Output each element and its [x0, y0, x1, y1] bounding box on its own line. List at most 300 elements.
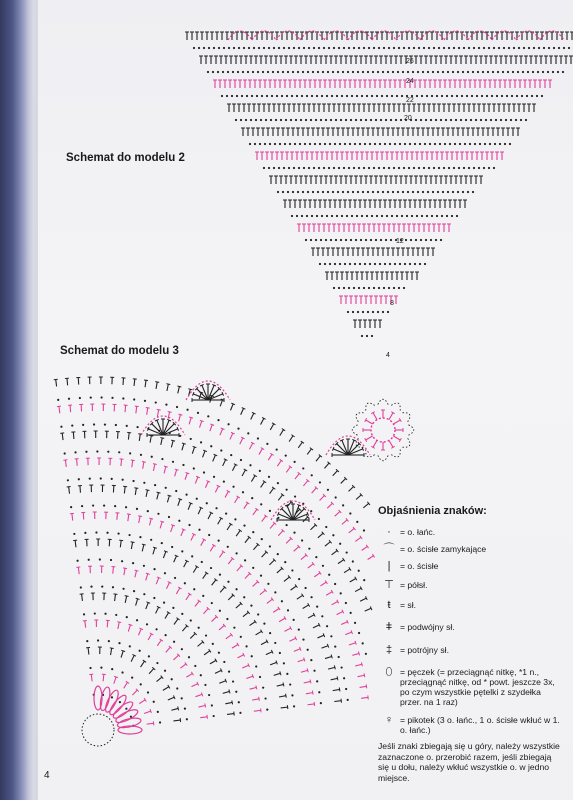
- stitch-mark: [198, 642, 203, 647]
- chain-dot: [430, 239, 432, 241]
- chain-dot: [254, 143, 256, 145]
- chain-dot: [468, 47, 470, 49]
- chain-dot: [431, 95, 433, 97]
- chain-dot: [228, 670, 230, 672]
- chain-dot: [356, 521, 358, 523]
- chain-dot: [428, 47, 430, 49]
- stitch-mark: [303, 481, 308, 486]
- stitch-mark: [253, 582, 258, 587]
- chain-dot: [286, 673, 288, 675]
- chain-dot: [378, 287, 380, 289]
- chain-dot: [178, 520, 180, 522]
- chain-dot: [193, 467, 195, 469]
- chain-dot: [456, 95, 458, 97]
- chain-dot: [429, 143, 431, 145]
- chain-dot: [156, 662, 158, 664]
- stitch-mark: [283, 683, 284, 687]
- chain-dot: [364, 263, 366, 265]
- chain-dot: [90, 586, 92, 588]
- stitch-mark: [220, 429, 223, 435]
- stitch-mark: [88, 648, 89, 655]
- chain-dot: [301, 95, 303, 97]
- chain-dot: [412, 191, 414, 193]
- chain-dot: [294, 143, 296, 145]
- chain-dot: [278, 167, 280, 169]
- stitch-mark: [232, 465, 235, 471]
- chain-dot: [234, 518, 236, 520]
- stitch-mark: [167, 384, 168, 391]
- chain-dot: [472, 71, 474, 73]
- chain-dot: [285, 524, 287, 526]
- stitch-mark: [334, 701, 341, 702]
- stitch-mark: [226, 635, 232, 639]
- chain-dot: [303, 47, 305, 49]
- stitch-mark: [259, 449, 263, 455]
- chain-dot: [362, 71, 364, 73]
- stitch-mark: [131, 542, 132, 549]
- chain-dot: [112, 586, 114, 588]
- chain-dot: [153, 701, 155, 703]
- stitch-mark: [181, 530, 184, 536]
- chain-dot: [405, 239, 407, 241]
- chain-dot: [370, 119, 372, 121]
- motif-loop: [366, 403, 375, 411]
- chain-dot: [217, 419, 219, 421]
- chain-dot: [86, 640, 88, 642]
- stitch-mark: [145, 380, 146, 387]
- stitch-mark: [270, 424, 273, 430]
- chain-dot: [168, 516, 170, 518]
- chain-dot: [394, 143, 396, 145]
- chain-dot: [329, 143, 331, 145]
- chain-dot: [211, 602, 213, 604]
- stitch-mark: [70, 405, 71, 412]
- chain-dot: [367, 71, 369, 73]
- stitch-mark: [242, 470, 245, 476]
- chain-dot: [415, 119, 417, 121]
- chain-dot: [315, 239, 317, 241]
- chain-dot: [115, 614, 117, 616]
- stitch-mark: [298, 442, 302, 448]
- chain-dot: [182, 464, 184, 466]
- chain-dot: [537, 71, 539, 73]
- chain-dot: [268, 167, 270, 169]
- chain-dot-icon: ·: [387, 526, 391, 538]
- chain-dot: [339, 543, 341, 545]
- motif-ring: [371, 418, 395, 442]
- chain-dot: [501, 95, 503, 97]
- chain-dot: [165, 404, 167, 406]
- stitch-mark: [174, 619, 178, 625]
- chain-dot: [107, 451, 109, 453]
- chain-dot: [235, 119, 237, 121]
- chain-dot: [70, 506, 72, 508]
- diagram-title-model-2: Schemat do modelu 2: [66, 152, 185, 164]
- stitch-mark: [313, 625, 319, 628]
- chain-dot: [241, 95, 243, 97]
- stitch-mark: [146, 490, 147, 497]
- chain-dot: [255, 665, 257, 667]
- chain-dot: [228, 47, 230, 49]
- stitch-mark: [358, 675, 365, 676]
- stitch-mark: [332, 602, 338, 605]
- stitch-mark: [277, 568, 282, 573]
- stitch-mark: [326, 592, 332, 596]
- chain-dot: [257, 71, 259, 73]
- chain-dot: [212, 643, 214, 645]
- chain-dot: [434, 143, 436, 145]
- stitch-mark: [235, 497, 239, 503]
- chain-dot: [427, 71, 429, 73]
- chain-dot: [517, 71, 519, 73]
- stitch-mark: [171, 440, 175, 441]
- petal: [114, 707, 139, 725]
- chain-dot: [414, 263, 416, 265]
- stitch-mark: [310, 679, 311, 683]
- stitch-mark: [82, 594, 83, 601]
- chain-dot: [100, 666, 102, 668]
- chain-dot: [328, 574, 330, 576]
- stitch-mark: [139, 434, 140, 441]
- chain-dot: [357, 311, 359, 313]
- stitch-mark: [150, 709, 151, 713]
- chain-dot: [181, 550, 183, 552]
- chain-dot: [157, 711, 159, 713]
- chain-dot: [288, 167, 290, 169]
- chain-dot: [475, 119, 477, 121]
- chain-dot: [302, 71, 304, 73]
- chain-dot: [173, 641, 175, 643]
- chain-dot: [129, 645, 131, 647]
- stitch-mark: [341, 478, 346, 483]
- stitch-mark: [373, 413, 377, 420]
- chain-dot: [279, 652, 281, 654]
- chain-dot: [379, 263, 381, 265]
- chain-dot: [416, 95, 418, 97]
- chain-dot: [369, 143, 371, 145]
- stitch-mark: [345, 632, 352, 635]
- stitch-mark: [121, 459, 122, 466]
- stitch-mark: [161, 438, 163, 445]
- chain-dot: [225, 512, 227, 514]
- stitch-mark: [165, 613, 169, 619]
- chain-dot: [392, 191, 394, 193]
- chain-dot: [493, 167, 495, 169]
- chain-dot: [462, 191, 464, 193]
- chain-dot: [489, 143, 491, 145]
- chain-dot: [278, 47, 280, 49]
- slip-stitch-icon: ⌒: [383, 543, 395, 555]
- stitch-mark: [308, 564, 314, 568]
- chain-dot: [270, 119, 272, 121]
- stitch-mark: [361, 697, 368, 698]
- stitch-mark: [358, 652, 359, 656]
- chain-dot: [200, 674, 202, 676]
- stitch-mark: [277, 684, 284, 686]
- chain-dot: [482, 71, 484, 73]
- stitch-mark: [204, 651, 210, 655]
- chain-dot: [147, 691, 149, 693]
- chain-dot: [325, 239, 327, 241]
- chain-dot: [284, 561, 286, 563]
- chain-dot: [390, 119, 392, 121]
- chain-dot: [92, 504, 94, 506]
- chain-dot: [342, 191, 344, 193]
- chain-dot: [327, 191, 329, 193]
- binding-spine: [0, 0, 34, 800]
- chain-dot: [324, 143, 326, 145]
- chain-dot: [245, 645, 247, 647]
- chain-dot: [384, 263, 386, 265]
- chain-dot: [311, 215, 313, 217]
- legend-item-text: = o. ścisłe: [400, 561, 439, 571]
- stitch-mark: [366, 684, 367, 688]
- stitch-mark: [203, 450, 207, 451]
- stitch-mark: [132, 690, 137, 695]
- stitch-mark: [195, 601, 199, 607]
- chain-dot: [425, 119, 427, 121]
- chain-dot: [310, 596, 312, 598]
- chain-dot: [459, 143, 461, 145]
- chain-dot: [419, 263, 421, 265]
- chain-dot: [301, 215, 303, 217]
- stitch-mark: [136, 598, 140, 599]
- chain-dot: [308, 548, 310, 550]
- triple-treble-icon: ‡: [385, 644, 393, 656]
- stitch-mark: [73, 432, 74, 439]
- stitch-mark: [213, 455, 216, 461]
- chain-dot: [412, 71, 414, 73]
- chain-dot: [263, 623, 265, 625]
- stitch-mark: [303, 605, 309, 609]
- stitch-mark: [147, 408, 148, 415]
- chain-dot: [283, 167, 285, 169]
- stitch-mark: [242, 665, 248, 668]
- petal: [103, 689, 121, 714]
- chain-dot: [161, 458, 163, 460]
- chain-dot: [276, 448, 278, 450]
- stitch-mark: [160, 521, 164, 522]
- stitch-mark: [149, 669, 154, 674]
- chain-dot: [80, 586, 82, 588]
- stitch-mark: [337, 612, 343, 615]
- chain-dot: [318, 167, 320, 169]
- chain-dot: [272, 71, 274, 73]
- chain-dot: [368, 287, 370, 289]
- chain-dot: [93, 423, 95, 425]
- chain-dot: [393, 167, 395, 169]
- chain-dot: [326, 95, 328, 97]
- chain-dot: [373, 287, 375, 289]
- stitch-mark: [340, 439, 344, 441]
- chain-dot: [88, 559, 90, 561]
- chain-dot: [294, 461, 296, 463]
- chain-dot: [114, 505, 116, 507]
- chain-dot: [328, 167, 330, 169]
- chain-dot: [464, 143, 466, 145]
- chain-dot: [520, 119, 522, 121]
- chain-dot: [399, 263, 401, 265]
- chain-dot: [255, 119, 257, 121]
- stitch-mark: [134, 488, 138, 489]
- stitch-mark: [261, 482, 265, 488]
- chain-dot: [274, 642, 276, 644]
- stitch-mark: [124, 487, 125, 494]
- chain-dot: [446, 95, 448, 97]
- chain-dot: [332, 71, 334, 73]
- legend-item-text: = potrójny sł.: [400, 645, 449, 655]
- chain-dot: [563, 47, 565, 49]
- stitch-mark: [270, 523, 275, 528]
- chain-dot: [484, 143, 486, 145]
- chain-dot: [385, 239, 387, 241]
- chain-dot: [377, 311, 379, 313]
- stitch-mark: [393, 420, 400, 424]
- stitch-mark: [351, 630, 352, 634]
- chain-dot: [532, 71, 534, 73]
- chain-dot: [359, 263, 361, 265]
- chain-dot: [338, 47, 340, 49]
- stitch-mark: [267, 599, 273, 603]
- chain-dot: [213, 715, 215, 717]
- stitch-mark: [333, 471, 338, 476]
- chain-dot: [236, 95, 238, 97]
- chain-dot: [420, 239, 422, 241]
- stitch-mark: [246, 676, 253, 678]
- chain-dot: [367, 191, 369, 193]
- chain-dot: [125, 506, 127, 508]
- stitch-mark: [139, 516, 140, 523]
- stitch-mark: [362, 546, 368, 550]
- chain-dot: [184, 708, 186, 710]
- chain-dot: [139, 536, 141, 538]
- chain-dot: [365, 653, 367, 655]
- chain-dot: [422, 191, 424, 193]
- chain-dot: [335, 119, 337, 121]
- chain-dot: [351, 215, 353, 217]
- stitch-mark: [298, 659, 305, 661]
- stitch-mark: [215, 486, 218, 492]
- chain-dot: [515, 119, 517, 121]
- stitch-mark: [123, 378, 124, 385]
- chain-dot: [421, 95, 423, 97]
- stitch-mark: [142, 544, 146, 545]
- chain-dot: [122, 588, 124, 590]
- chain-dot: [441, 95, 443, 97]
- stitch-mark: [306, 693, 313, 694]
- stitch-mark: [270, 488, 274, 494]
- stitch-mark: [237, 566, 242, 571]
- chain-dot: [198, 529, 200, 531]
- chain-dot: [281, 600, 283, 602]
- chain-dot: [291, 694, 293, 696]
- chain-dot: [506, 95, 508, 97]
- stitch-mark: [286, 538, 291, 543]
- chain-dot: [382, 311, 384, 313]
- chain-dot: [218, 652, 220, 654]
- chain-dot: [313, 167, 315, 169]
- chain-dot: [491, 95, 493, 97]
- stitch-mark: [344, 569, 350, 573]
- chain-dot: [352, 311, 354, 313]
- chain-dot: [383, 167, 385, 169]
- chain-dot: [223, 480, 225, 482]
- stitch-mark: [201, 693, 202, 697]
- chain-dot: [307, 191, 309, 193]
- chain-dot: [277, 517, 279, 519]
- chain-dot: [320, 239, 322, 241]
- chain-dot: [347, 191, 349, 193]
- chain-dot: [81, 505, 83, 507]
- chain-dot: [341, 95, 343, 97]
- chain-dot: [438, 167, 440, 169]
- chain-dot: [243, 47, 245, 49]
- chain-dot: [304, 587, 306, 589]
- chain-dot: [299, 143, 301, 145]
- motif-loop: [356, 413, 364, 422]
- chain-dot: [249, 464, 251, 466]
- motif-loop: [378, 399, 388, 404]
- chain-dot: [387, 311, 389, 313]
- chain-dot: [153, 597, 155, 599]
- chain-dot: [361, 215, 363, 217]
- chain-dot: [354, 622, 356, 624]
- chain-dot: [119, 701, 121, 703]
- chain-dot: [397, 71, 399, 73]
- stitch-mark: [337, 676, 338, 680]
- diagram-title-model-3: Schemat do modelu 3: [60, 345, 179, 357]
- chain-dot: [298, 629, 300, 631]
- chain-dot: [463, 167, 465, 169]
- chain-dot: [511, 95, 513, 97]
- chain-dot: [433, 47, 435, 49]
- chain-dot: [504, 143, 506, 145]
- chain-dot: [510, 119, 512, 121]
- stitch-mark: [363, 503, 368, 507]
- chain-dot: [338, 287, 340, 289]
- chain-dot: [310, 659, 312, 661]
- stitch-mark: [280, 671, 281, 675]
- chain-dot: [562, 71, 564, 73]
- chain-dot: [451, 215, 453, 217]
- chain-dot: [101, 585, 103, 587]
- stitch-mark: [286, 694, 287, 698]
- chain-dot: [495, 119, 497, 121]
- chain-dot: [90, 396, 92, 398]
- stitch-mark: [325, 542, 330, 546]
- chain-dot: [297, 71, 299, 73]
- row-number-8: 8: [390, 300, 394, 307]
- stitch-mark: [85, 621, 86, 628]
- chain-dot: [305, 239, 307, 241]
- chain-dot: [163, 602, 165, 604]
- picot-icon: ♀: [384, 714, 394, 726]
- stitch-mark: [389, 440, 393, 447]
- chain-dot: [111, 397, 113, 399]
- chain-dot: [509, 143, 511, 145]
- chain-dot: [452, 191, 454, 193]
- chain-dot: [287, 71, 289, 73]
- stitch-mark: [123, 568, 127, 569]
- stitch-mark: [352, 653, 359, 655]
- chain-dot: [393, 47, 395, 49]
- chain-dot: [526, 95, 528, 97]
- chain-dot: [307, 649, 309, 651]
- stitch-mark: [360, 598, 366, 601]
- chain-dot: [184, 582, 186, 584]
- stitch-mark: [268, 454, 272, 460]
- chain-dot: [286, 95, 288, 97]
